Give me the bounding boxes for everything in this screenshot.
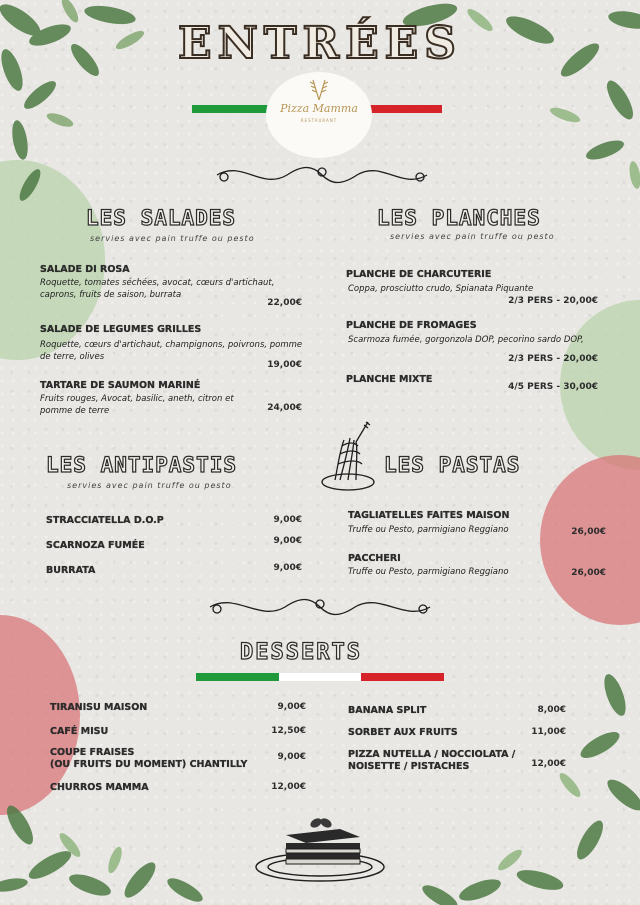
menu-item-name: STRACCIATELLA D.O.P — [46, 515, 164, 526]
menu-item-price: 11,00€ — [531, 727, 566, 737]
menu-item-price: 12,50€ — [271, 726, 306, 736]
menu-item-price: 8,00€ — [537, 705, 566, 715]
menu-item-name: SORBET AUX FRUITS — [348, 727, 458, 738]
menu-item-name: TIRANISU MAISON — [50, 702, 148, 713]
menu-item-name: PLANCHE DE FROMAGES — [346, 320, 477, 331]
menu-item-desc: Roquette, tomates séchées, avocat, cœurs d'artichaut, caprons, fruits de saison, burrata — [40, 278, 275, 300]
wheat-icon — [299, 78, 339, 100]
menu-item-desc: Roquette, cœurs d'artichaut, champignons, poivrons, pomme de terre, olives — [40, 340, 303, 362]
menu-item-desc: Coppa, prosciutto crudo, Spianata Piquante — [348, 284, 534, 294]
menu-item-name: TARTARE DE SAUMON MARINÉ — [40, 380, 201, 391]
menu-item-price: 9,00€ — [277, 702, 306, 712]
flag-green — [196, 673, 279, 681]
menu-item-name: COUPE FRAISES — [50, 747, 135, 758]
pasta-plate-icon — [320, 420, 380, 495]
foliage-bottom-right-icon — [400, 665, 640, 905]
menu-item-name: PACCHERI — [348, 553, 401, 564]
section-subtitle-salades: servies avec pain truffe ou pesto — [90, 234, 255, 243]
menu-item-desc: Truffe ou Pesto, parmigiano Reggiano — [348, 525, 509, 535]
flag-white — [279, 673, 362, 681]
menu-item-price: 9,00€ — [273, 563, 302, 573]
flag-green — [192, 105, 275, 113]
menu-item-name: SCARNOZA FUMÉE — [46, 540, 145, 551]
menu-item-desc: Fruits rouges, Avocat, basilic, aneth, citron et pomme de terre — [40, 394, 234, 416]
menu-item-price: 12,00€ — [531, 759, 566, 769]
page-title: ENTRÉES — [178, 18, 462, 69]
menu-item-price: 9,00€ — [277, 752, 306, 762]
menu-item-name: CHURROS MAMMA — [50, 782, 149, 793]
menu-item-name: CAFÉ MISU — [50, 726, 109, 737]
menu-item-name-line2: NOISETTE / PISTACHES — [348, 761, 470, 772]
menu-item-name: SALADE DI ROSA — [40, 264, 130, 275]
menu-item-name-line2: (OU FRUITS DU MOMENT) CHANTILLY — [50, 759, 248, 770]
menu-item-price: 26,00€ — [571, 568, 606, 578]
menu-item-price: 2/3 PERS - 20,00€ — [508, 296, 598, 306]
menu-item-name: PLANCHE MIXTE — [346, 374, 433, 385]
menu-item-price: 26,00€ — [571, 527, 606, 537]
menu-item-desc: Truffe ou Pesto, parmigiano Reggiano — [348, 567, 509, 577]
menu-item-price: 2/3 PERS - 20,00€ — [508, 354, 598, 364]
menu-item-price: 4/5 PERS - 30,00€ — [508, 382, 598, 392]
logo-tagline: RESTAURANT — [300, 118, 338, 123]
menu-item-price: 9,00€ — [273, 536, 302, 546]
ornament-swirl-middle-icon — [205, 592, 435, 622]
menu-item-name: PLANCHE DE CHARCUTERIE — [346, 269, 492, 280]
menu-item-name: BURRATA — [46, 565, 96, 576]
menu-item-desc: Scarmoza fumée, gorgonzola DOP, pecorino sardo DOP, — [348, 335, 584, 345]
section-subtitle-antipastis: servies avec pain truffe ou pesto — [67, 481, 232, 490]
menu-item-price: 19,00€ — [267, 360, 302, 370]
section-subtitle-planches: servies avec pain truffe ou pesto — [390, 232, 555, 241]
menu-item-price: 9,00€ — [273, 515, 302, 525]
rose-circle-right — [540, 455, 640, 625]
menu-item-name: TAGLIATELLES FAITES MAISON — [348, 510, 510, 521]
menu-item-name: PIZZA NUTELLA / NOCCIOLATA / — [348, 749, 516, 760]
section-title-salades: LES SALADES — [86, 206, 237, 230]
restaurant-logo — [266, 72, 372, 158]
italian-flag-divider-desserts — [196, 673, 444, 681]
menu-item-price: 24,00€ — [267, 403, 302, 413]
menu-item-name: SALADE DE LEGUMES GRILLES — [40, 324, 202, 335]
menu-item-price: 22,00€ — [267, 298, 302, 308]
section-title-desserts: DESSERTS — [240, 640, 362, 665]
section-title-antipastis: LES ANTIPASTIS — [46, 453, 238, 477]
menu-item-name: BANANA SPLIT — [348, 705, 427, 716]
logo-name: Pizza Mamma — [280, 102, 358, 115]
menu-item-price: 12,00€ — [271, 782, 306, 792]
ornament-swirl-top-icon — [212, 160, 432, 190]
section-title-planches: LES PLANCHES — [377, 206, 541, 230]
cake-slice-icon — [250, 815, 390, 885]
flag-red — [361, 673, 444, 681]
section-title-pastas: LES PASTAS — [384, 453, 521, 477]
